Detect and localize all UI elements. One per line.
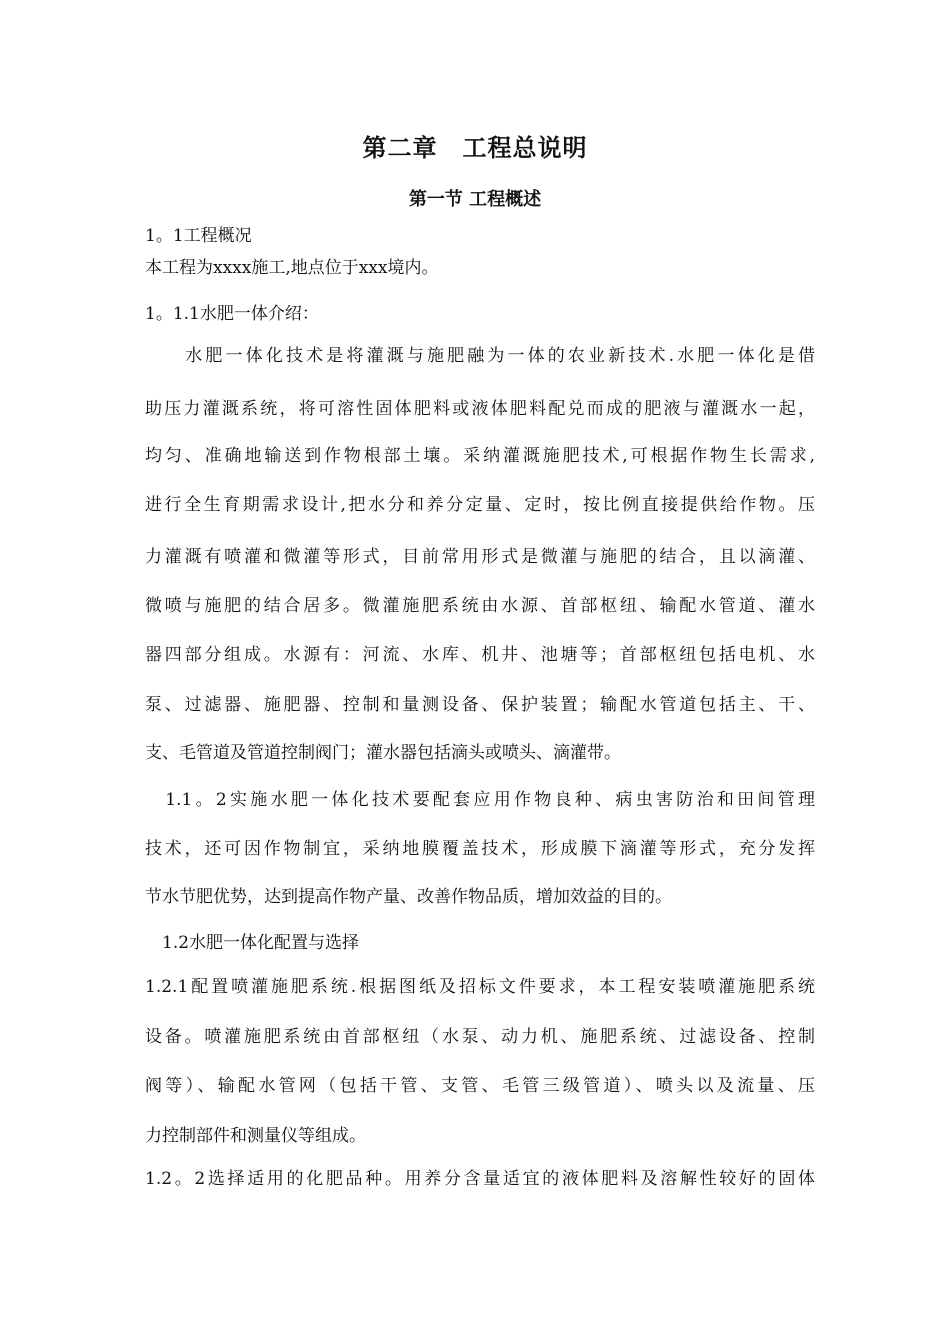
paragraph-line: 均匀、准确地输送到作物根部土壤。采纳灌溉施肥技术,可根据作物生长需求, bbox=[145, 446, 815, 466]
paragraph-line: 进行全生育期需求设计,把水分和养分定量、定时，按比例直接提供给作物。压 bbox=[145, 495, 815, 515]
paragraph-line: 设备。喷灌施肥系统由首部枢纽（水泵、动力机、施肥系统、过滤设备、控制 bbox=[145, 1027, 815, 1047]
paragraph-line: 阀等）、输配水管网（包括干管、支管、毛管三级管道）、喷头以及流量、压 bbox=[145, 1076, 815, 1096]
paragraph-line: 技术，还可因作物制宜，采纳地膜覆盖技术，形成膜下滴灌等形式，充分发挥 bbox=[145, 839, 815, 859]
heading-1-1: 1。1工程概况 bbox=[145, 226, 252, 246]
paragraph-line: 支、毛管道及管道控制阀门；灌水器包括滴头或喷头、滴灌带。 bbox=[145, 743, 621, 763]
chapter-title: 第二章 工程总说明 bbox=[362, 134, 588, 162]
paragraph-line: 1.2.1配置喷灌施肥系统.根据图纸及招标文件要求，本工程安装喷灌施肥系统 bbox=[145, 977, 815, 997]
paragraph-line: 本工程为xxxx施工,地点位于xxx境内。 bbox=[145, 258, 439, 278]
paragraph-line: 1.2。2选择适用的化肥品种。用养分含量适宜的液体肥料及溶解性较好的固体 bbox=[145, 1169, 815, 1189]
paragraph-line: 节水节肥优势，达到提高作物产量、改善作物品质，增加效益的目的。 bbox=[145, 887, 672, 907]
paragraph-line: 微喷与施肥的结合居多。微灌施肥系统由水源、首部枢纽、输配水管道、灌水 bbox=[145, 596, 815, 616]
paragraph-line: 器四部分组成。水源有：河流、水库、机井、池塘等；首部枢纽包括电机、水 bbox=[145, 645, 815, 665]
paragraph-line: 1.1。2实施水肥一体化技术要配套应用作物良种、病虫害防治和田间管理 bbox=[145, 790, 815, 810]
paragraph-line: 力控制部件和测量仪等组成。 bbox=[145, 1126, 366, 1146]
paragraph-line: 力灌溉有喷灌和微灌等形式，目前常用形式是微灌与施肥的结合，且以滴灌、 bbox=[145, 547, 815, 567]
paragraph-line: 水肥一体化技术是将灌溉与施肥融为一体的农业新技术.水肥一体化是借 bbox=[145, 346, 815, 366]
heading-1-2: 1.2水肥一体化配置与选择 bbox=[145, 933, 360, 953]
paragraph-line: 助压力灌溉系统，将可溶性固体肥料或液体肥料配兑而成的肥液与灌溉水一起， bbox=[145, 399, 815, 419]
paragraph-line: 泵、过滤器、施肥器、控制和量测设备、保护装置；输配水管道包括主、干、 bbox=[145, 695, 815, 715]
section-title: 第一节 工程概述 bbox=[408, 189, 542, 210]
heading-1-1-1: 1。1.1水肥一体介绍： bbox=[145, 304, 319, 324]
